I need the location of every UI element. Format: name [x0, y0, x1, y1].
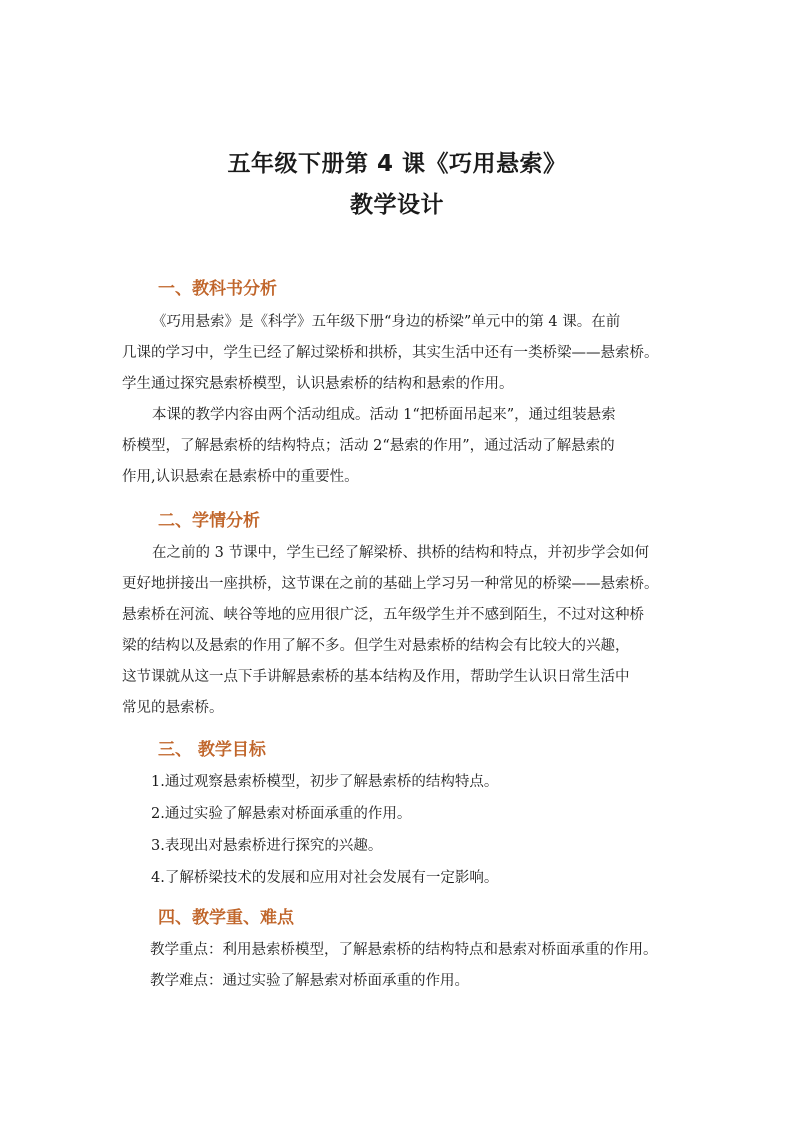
section-heading-student-analysis: 二、学情分析: [158, 511, 260, 531]
paragraph-line: 《巧用悬索》是《科学》五年级下册“身边的桥梁”单元中的第 4 课。在前: [152, 314, 621, 330]
document-title: 五年级下册第 4 课《巧用悬索》: [227, 151, 567, 177]
goal-list-item: 4.了解桥梁技术的发展和应用对社会发展有一定影响。: [151, 870, 499, 886]
goal-list-item: 2.通过实验了解悬索对桥面承重的作用。: [151, 806, 412, 822]
paragraph-line: 悬索桥在河流、峡谷等地的应用很广泛，五年级学生并不感到陌生，不过对这种桥: [122, 607, 644, 623]
paragraph-line: 作用,认识悬索在悬索桥中的重要性。: [122, 469, 359, 485]
goal-list-item: 3.表现出对悬索桥进行探究的兴趣。: [151, 838, 383, 854]
paragraph-line: 更好地拼接出一座拱桥，这节课在之前的基础上学习另一种常见的桥梁——悬索桥。: [122, 576, 659, 592]
document-subtitle: 教学设计: [350, 192, 444, 218]
difficulty-line: 教学难点：通过实验了解悬索对桥面承重的作用。: [150, 973, 469, 989]
paragraph-line: 几课的学习中，学生已经了解过梁桥和拱桥，其实生活中还有一类桥梁——悬索桥。: [122, 345, 659, 361]
paragraph-line: 常见的悬索桥。: [122, 700, 224, 716]
key-point-line: 教学重点：利用悬索桥模型，了解悬索桥的结构特点和悬索对桥面承重的作用。: [150, 942, 658, 958]
paragraph-line: 在之前的 3 节课中，学生已经了解梁桥、拱桥的结构和特点，并初步学会如何: [152, 545, 649, 561]
paragraph-line: 桥模型，了解悬索桥的结构特点；活动 2“悬索的作用”，通过活动了解悬索的: [122, 438, 615, 454]
section-heading-key-points: 四、教学重、难点: [158, 908, 294, 928]
goal-list-item: 1.通过观察悬索桥模型，初步了解悬索桥的结构特点。: [151, 774, 499, 790]
paragraph-line: 这节课就从这一点下手讲解悬索桥的基本结构及作用，帮助学生认识日常生活中: [122, 669, 630, 685]
paragraph-line: 学生通过探究悬索桥模型，认识悬索桥的结构和悬索的作用。: [122, 376, 514, 392]
paragraph-line: 本课的教学内容由两个活动组成。活动 1“把桥面吊起来”，通过组装悬索: [152, 407, 616, 423]
section-heading-textbook-analysis: 一、教科书分析: [158, 279, 277, 299]
paragraph-line: 梁的结构以及悬索的作用了解不多。但学生对悬索桥的结构会有比较大的兴趣，: [122, 638, 630, 654]
section-heading-teaching-goals: 三、 教学目标: [158, 740, 266, 760]
